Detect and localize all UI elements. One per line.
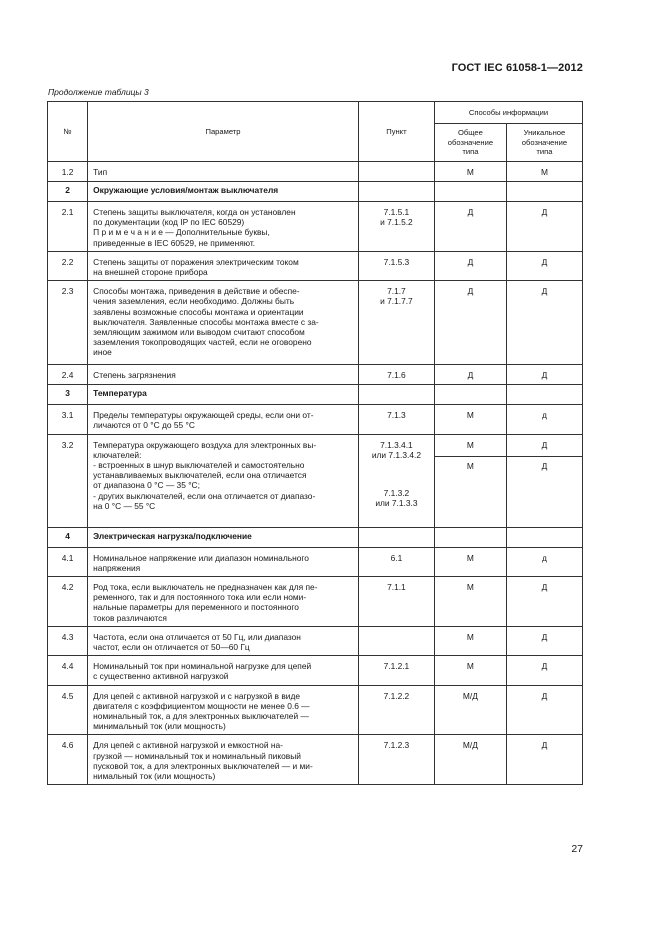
parameter-cell (88, 626, 359, 655)
table-row (48, 434, 583, 527)
unique-designation-cell: Д (506, 685, 582, 735)
text-line: и 7.1.5.2 (380, 217, 413, 228)
parameter-cell (88, 405, 359, 434)
text-line: Способы монтажа, приведения в действие и обеспе- (93, 286, 300, 297)
table-row (48, 405, 583, 434)
parameter-cell (88, 281, 359, 365)
row-number: 4.4 (48, 656, 88, 685)
row-number: 1.2 (48, 162, 88, 182)
unique-designation-cell: Д (506, 626, 582, 655)
parameter-cell (88, 735, 359, 785)
text-line: напряжения (93, 562, 141, 573)
col-header-parameter: Параметр (88, 102, 359, 162)
header-line: обозначение (447, 137, 494, 147)
text-line: ременного, так и для постоянного тока или если номи- (93, 592, 307, 603)
text-line: - встроенных в шнур выключателей и самостоятельно (93, 460, 305, 471)
text-line: Род тока, если выключатель не предназначен как для пе- (93, 582, 318, 593)
section-row (48, 182, 583, 202)
text-line: заявлены возможные способы монтажа и ориентации (93, 306, 304, 317)
text-line: нимальный ток (или мощность) (93, 771, 216, 782)
col-header-info-methods: Способы информации (434, 102, 582, 124)
clause-cell (358, 182, 434, 202)
header-line: типа (462, 147, 479, 157)
parameter-cell (88, 547, 359, 576)
section-row (48, 385, 583, 405)
parameter-cell (88, 162, 359, 182)
section-row (48, 527, 583, 547)
text-line: ключателей: (93, 449, 142, 460)
parameters-table (47, 101, 583, 785)
text-line: Степень защиты от поражения электрическим током (93, 256, 299, 267)
parameter-cell (88, 656, 359, 685)
text-line: Степень защиты выключателя, когда он установлен (93, 207, 296, 217)
common-designation-cell: М/Д (434, 735, 506, 785)
designation-top: М (435, 435, 506, 457)
text-line: Пределы температуры окружающей среды, если они от- (93, 410, 314, 421)
text-line: с существенно активной нагрузкой (93, 671, 229, 682)
common-designation-cell: М (434, 405, 506, 434)
row-number: 4.6 (48, 735, 88, 785)
common-designation-cell: М (434, 162, 506, 182)
col-header-no: № (48, 102, 88, 162)
parameter-cell (88, 251, 359, 280)
text-line: грузкой — номинальный ток и номинальный пиковый (93, 750, 301, 761)
table-row (48, 685, 583, 735)
unique-designation-cell: д (506, 405, 582, 434)
text-line: или 7.1.3.4.2 (371, 449, 421, 460)
clause-cell (358, 577, 434, 627)
text-line: и 7.1.7.7 (380, 296, 413, 307)
parameter-cell (88, 202, 359, 252)
text-line: 7.1.3 (387, 410, 406, 421)
text-line: 7.1.7 (387, 286, 406, 297)
clause-cell (358, 735, 434, 785)
col-header-common (434, 124, 506, 162)
unique-designation-cell: Д (506, 202, 582, 252)
row-number: 2.3 (48, 281, 88, 365)
text-line: Температура окружающего воздуха для электронных вы- (93, 439, 317, 450)
common-designation-cell: Д (434, 281, 506, 365)
text-line: заземления токопроводящих частей, если не оговорено (93, 337, 312, 348)
text-line: от диапазона 0 °С — 35 °С; (93, 480, 200, 491)
clause-cell (358, 434, 434, 527)
text-line: устанавливаемых выключателей, если она отличается (93, 470, 307, 481)
clause-cell (358, 685, 434, 735)
text-line: пусковой ток, а для электронных выключателей — и ми- (93, 760, 313, 771)
unique-designation-cell: Д (506, 251, 582, 280)
text-line: номинальный ток, а для электронных выключателей — (93, 711, 309, 722)
clause-cell (358, 656, 434, 685)
row-number: 3 (48, 385, 88, 405)
unique-designation-cell (506, 182, 582, 202)
unique-designation-cell: д (506, 547, 582, 576)
row-number: 4.5 (48, 685, 88, 735)
table-row (48, 365, 583, 385)
unique-designation-cell: Д (506, 656, 582, 685)
text-line: 7.1.5.1 (383, 207, 410, 217)
common-designation-cell: М (434, 577, 506, 627)
unique-designation-cell: Д (506, 735, 582, 785)
text-line: иное (93, 347, 112, 358)
text-line: П р и м е ч а н и е — Дополнительные буквы, (93, 227, 270, 238)
text-line: 7.1.2.1 (383, 661, 410, 672)
table-row (48, 547, 583, 576)
row-number: 2 (48, 182, 88, 202)
common-designation-cell: М (434, 656, 506, 685)
common-designation-cell: Д (434, 365, 506, 385)
row-number: 4 (48, 527, 88, 547)
clause-cell (358, 626, 434, 655)
unique-designation-cell: Д (506, 281, 582, 365)
text-line: выключателя. Заявленные способы монтажа вместе с за- (93, 316, 319, 327)
header-line: обозначение (521, 137, 568, 147)
row-number: 3.1 (48, 405, 88, 434)
text-line: по документации (код IP по IEC 60529) (93, 217, 245, 228)
text-line: Окружающие условия/монтаж выключателя (93, 185, 279, 195)
row-number: 4.1 (48, 547, 88, 576)
text-line: Температура (93, 388, 147, 399)
common-designation-cell: М/Д (434, 685, 506, 735)
header-line: Уникальное (523, 128, 566, 138)
clause-cell (358, 385, 434, 405)
text-line: токов различаются (93, 612, 167, 623)
table-body (48, 162, 583, 785)
text-line: 7.1.1 (387, 582, 406, 593)
text-line: 6.1 (390, 552, 403, 563)
unique-designation-cell: М (506, 162, 582, 182)
designation-bottom: Д (541, 460, 548, 471)
text-line: Для цепей с активной нагрузкой и емкостной на- (93, 740, 283, 751)
text-line: Частота, если она отличается от 50 Гц, или диапазон (93, 631, 301, 642)
text-line: Тип (93, 167, 108, 177)
row-number: 2.4 (48, 365, 88, 385)
row-number: 2.2 (48, 251, 88, 280)
clause-cell (358, 405, 434, 434)
clause-cell (358, 365, 434, 385)
table-row (48, 162, 583, 182)
page-number: 27 (571, 843, 583, 855)
table-caption: Продолжение таблицы 3 (48, 87, 149, 97)
clause-cell (358, 547, 434, 576)
unique-designation-cell (506, 385, 582, 405)
row-number: 2.1 (48, 202, 88, 252)
common-designation-cell: Д (434, 251, 506, 280)
text-line: минимальный ток (или мощность) (93, 721, 226, 732)
unique-designation-cell (506, 434, 582, 527)
header-line: типа (536, 147, 553, 157)
text-line: нальные параметры для переменного и постоянного (93, 602, 299, 613)
text-line: двигателя с коэффициентом мощности не менее 0.6 — (93, 700, 310, 711)
common-designation-cell (434, 385, 506, 405)
clause-cell (358, 162, 434, 182)
text-line: 7.1.3.2 (383, 488, 410, 499)
text-line: Степень загрязнения (93, 370, 176, 381)
parameter-cell (88, 182, 359, 202)
common-designation-cell (434, 434, 506, 527)
spacer (359, 460, 434, 488)
row-number: 3.2 (48, 434, 88, 527)
table-row (48, 577, 583, 627)
unique-designation-cell: Д (506, 577, 582, 627)
parameter-cell (88, 685, 359, 735)
text-line: на внешней стороне прибора (93, 267, 208, 278)
table-row (48, 656, 583, 685)
common-designation-cell: М (434, 626, 506, 655)
text-line: личаются от 0 °С до 55 °С (93, 420, 195, 431)
parameter-cell (88, 365, 359, 385)
common-designation-cell (434, 527, 506, 547)
col-header-clause: Пункт (358, 102, 434, 162)
clause-cell (358, 202, 434, 252)
text-line: чения заземления, если необходимо. Должны быть (93, 296, 295, 307)
text-line: 7.1.6 (387, 370, 406, 381)
clause-cell (358, 527, 434, 547)
header-line: Общее (457, 128, 483, 138)
text-line: приведенные в IEC 60529, не применяют. (93, 237, 256, 248)
table-row (48, 735, 583, 785)
text-line: - других выключателей, если она отличается от диапазо- (93, 490, 316, 501)
clause-cell (358, 251, 434, 280)
common-designation-cell (434, 182, 506, 202)
unique-designation-cell (506, 527, 582, 547)
clause-cell (358, 281, 434, 365)
text-line: частот, если он отличается от 50—60 Гц (93, 642, 250, 653)
common-designation-cell: Д (434, 202, 506, 252)
row-number: 4.2 (48, 577, 88, 627)
parameter-cell (88, 385, 359, 405)
designation-top: Д (507, 435, 582, 457)
unique-designation-cell: Д (506, 365, 582, 385)
table-row (48, 251, 583, 280)
text-line: Электрическая нагрузка/подключение (93, 530, 252, 541)
text-line: 7.1.2.3 (383, 740, 410, 751)
table-row (48, 202, 583, 252)
text-line: 7.1.5.3 (383, 256, 410, 267)
row-number: 4.3 (48, 626, 88, 655)
text-line: на 0 °С — 55 °С (93, 500, 156, 511)
text-line: Для цепей с активной нагрузкой и с нагрузкой в виде (93, 690, 300, 701)
text-line: или 7.1.3.3 (375, 498, 418, 509)
text-line: 7.1.3.4.1 (380, 439, 413, 450)
parameter-cell (88, 527, 359, 547)
parameter-cell (88, 434, 359, 527)
table-row (48, 626, 583, 655)
col-header-unique (506, 124, 582, 162)
text-line: земляющим зажимом или выводом считают способом (93, 327, 305, 338)
text-line: 7.1.2.2 (383, 690, 410, 701)
text-line: Номинальный ток при номинальной нагрузке для цепей (93, 661, 312, 672)
table-row (48, 281, 583, 365)
document-standard-header: ГОСТ IEC 61058-1—2012 (451, 62, 583, 74)
text-line: Номинальное напряжение или диапазон номинального (93, 552, 309, 563)
designation-bottom: М (466, 460, 474, 471)
common-designation-cell: М (434, 547, 506, 576)
parameter-cell (88, 577, 359, 627)
